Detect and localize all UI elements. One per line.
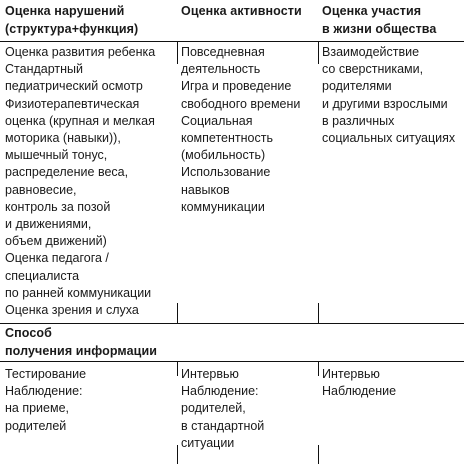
cell-impairment-info: Тестирование Наблюдение: на приеме, родителей — [5, 367, 87, 433]
section-divider — [0, 323, 464, 324]
col-divider-2-bottom — [318, 445, 319, 464]
header-divider — [0, 41, 464, 42]
header-activity-assessment: Оценка активности — [181, 4, 302, 18]
header-participation-assessment: Оценка участия в жизни общества — [322, 4, 437, 36]
cell-participation-methods: Взаимодействие со сверстниками, родителями и другими взрослыми в различных социальных ситуациях — [322, 45, 456, 146]
col-divider-1-bottom — [177, 445, 178, 464]
cell-activity-info: Интервью Наблюдение: родителей, в стандартной ситуации — [181, 367, 265, 450]
section-header-info-method: Способ получения информации — [5, 326, 158, 358]
cell-activity-methods: Повседневная деятельность Игра и проведение свободного времени Социальная компетентность (мобильность) Использование навыков коммуникации — [181, 45, 301, 214]
col-divider-1-top — [177, 42, 178, 64]
col-divider-2-row2-top — [318, 362, 319, 376]
col-divider-1-row2-top — [177, 362, 178, 376]
cell-impairment-methods: Оценка развития ребенка Стандартный педиатрический осмотр Физиотерапевтическая оценка (крупная и мелкая моторика (навыки)), мышечный тонус, распределение веса, равновесие, контроль за позой и движениями, объем движений) Оценка педагога / специалиста по ранней коммуникации Оценка зрения и слуха — [5, 45, 156, 318]
col-divider-1-row1-bottom — [177, 303, 178, 323]
cell-participation-info: Интервью Наблюдение — [322, 367, 397, 399]
col-divider-2-row1-bottom — [318, 303, 319, 323]
section-header-divider — [0, 361, 464, 362]
col-divider-2-top — [318, 42, 319, 64]
header-impairment-assessment: Оценка нарушений (структура+функция) — [5, 4, 139, 36]
